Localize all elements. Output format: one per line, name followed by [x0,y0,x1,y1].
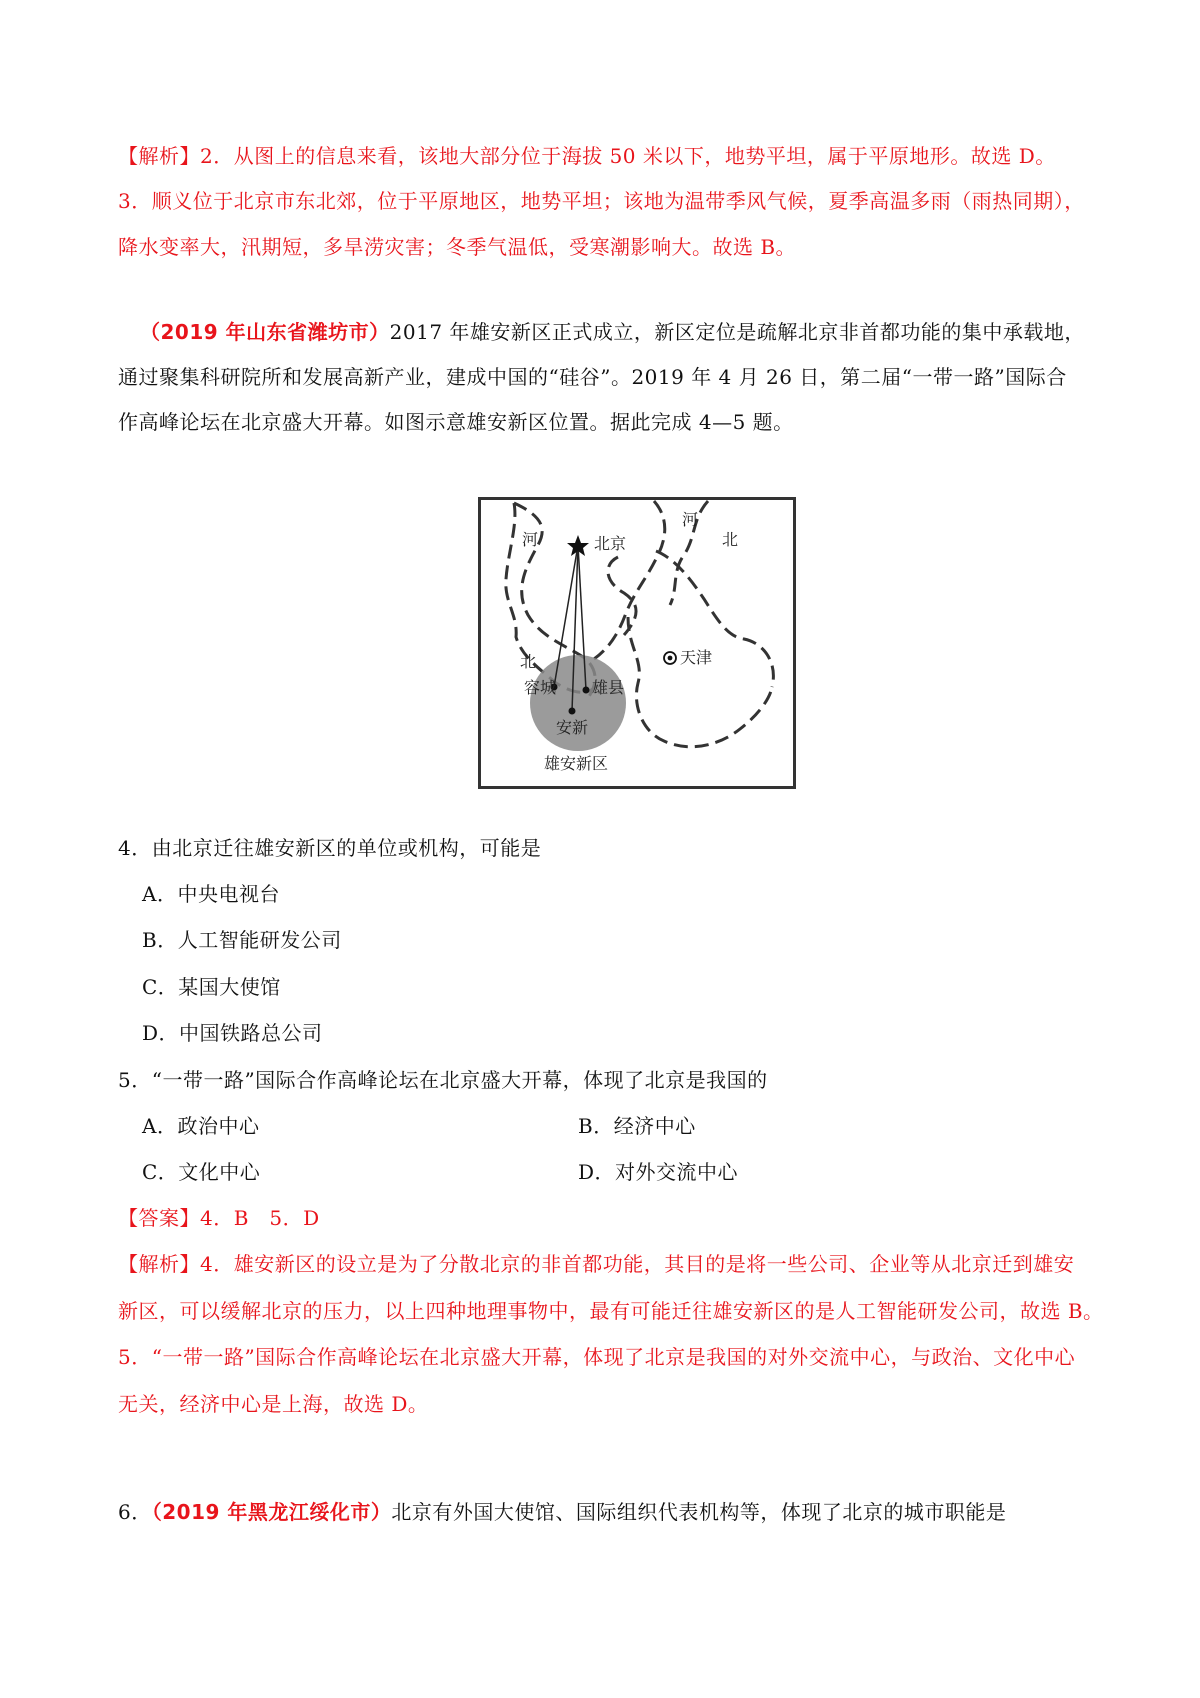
analysis-line-1 [118,1250,1098,1278]
q5-option-d: D．对外交流中心 [578,1160,739,1184]
label-bei-right: 北 [722,530,739,549]
analysis-line-4: 无关，经济中心是上海，故选 D。 [118,1392,429,1416]
passage-line-1 [140,318,1120,346]
prev-analysis-line-3: 降水变率大，汛期短，多旱涝灾害；冬季气温低，受寒潮影响大。故选 B。 [118,235,797,259]
label-he-left: 河 [522,530,539,549]
q4-option-c: C．某国大使馆 [142,975,281,999]
answer-label: 【答案】 [118,1206,200,1230]
anxin-dot [569,708,576,715]
q4-option-d: D．中国铁路总公司 [142,1021,323,1045]
label-beijing: 北京 [594,534,627,553]
analysis-label: 【解析】 [118,144,200,168]
label-xiongan: 雄安新区 [544,754,609,773]
answer-line [118,1204,1098,1232]
answer-text: 4．B 5．D [200,1206,320,1230]
q5-option-b: B．经济中心 [578,1114,696,1138]
analysis-text-1: 4．雄安新区的设立是为了分散北京的非首都功能，其目的是将一些公司、企业等从北京迁到雄安 [200,1252,1075,1276]
label-he-right: 河 [682,510,699,529]
analysis-line-3: 5．“一带一路”国际合作高峰论坛在北京盛大开幕，体现了北京是我国的对外交流中心，与政治、文化中心 [118,1345,1076,1369]
q6-source: （2019 年黑龙江绥化市） [151,1500,392,1524]
q5-option-c: C．文化中心 [142,1160,261,1184]
q5-stem: 5．“一带一路”国际合作高峰论坛在北京盛大开幕，体现了北京是我国的 [118,1068,768,1092]
label-xiongxian: 雄县 [592,678,625,697]
prev-analysis-line-1 [118,142,1098,170]
label-bei-left: 北 [520,652,537,671]
passage-text-1: 2017 年雄安新区正式成立，新区定位是疏解北京非首都功能的集中承载地， [389,320,1085,344]
q4-option-a: A．中央电视台 [142,882,280,906]
label-rongcheng: 容城 [524,678,557,697]
xiongxian-dot [583,687,590,694]
passage-line-2: 通过聚集科研院所和发展高新产业，建成中国的“硅谷”。2019 年 4 月 26 日，第二届“一带一路”国际合 [118,365,1067,389]
xiongan-location-map [478,497,796,789]
label-tianjin: 天津 [680,648,713,667]
q4-stem: 4．由北京迁往雄安新区的单位或机构，可能是 [118,836,542,860]
analysis-text: 2．从图上的信息来看，该地大部分位于海拔 50 米以下，地势平坦，属于平原地形。故选 D。 [200,144,1056,168]
passage-line-3: 作高峰论坛在北京盛大开幕。如图示意雄安新区位置。据此完成 4—5 题。 [118,410,794,434]
label-anxin: 安新 [556,718,589,737]
q4-option-b: B．人工智能研发公司 [142,928,342,952]
analysis-line-2: 新区，可以缓解北京的压力，以上四种地理事物中，最有可能迁往雄安新区的是人工智能研发公司，故选 B。 [118,1299,1104,1323]
q5-option-a: A．政治中心 [142,1114,260,1138]
passage-source: （2019 年山东省潍坊市） [140,320,390,344]
q6-line [118,1498,1098,1526]
prev-analysis-line-2: 3．顺义位于北京市东北郊，位于平原地区，地势平坦；该地为温带季风气候，夏季高温多雨（雨热同期）， [118,189,1085,213]
q6-number: 6． [118,1500,152,1524]
q6-text: 北京有外国大使馆、国际组织代表机构等，体现了北京的城市职能是 [391,1500,1007,1524]
analysis-label: 【解析】 [118,1252,200,1276]
